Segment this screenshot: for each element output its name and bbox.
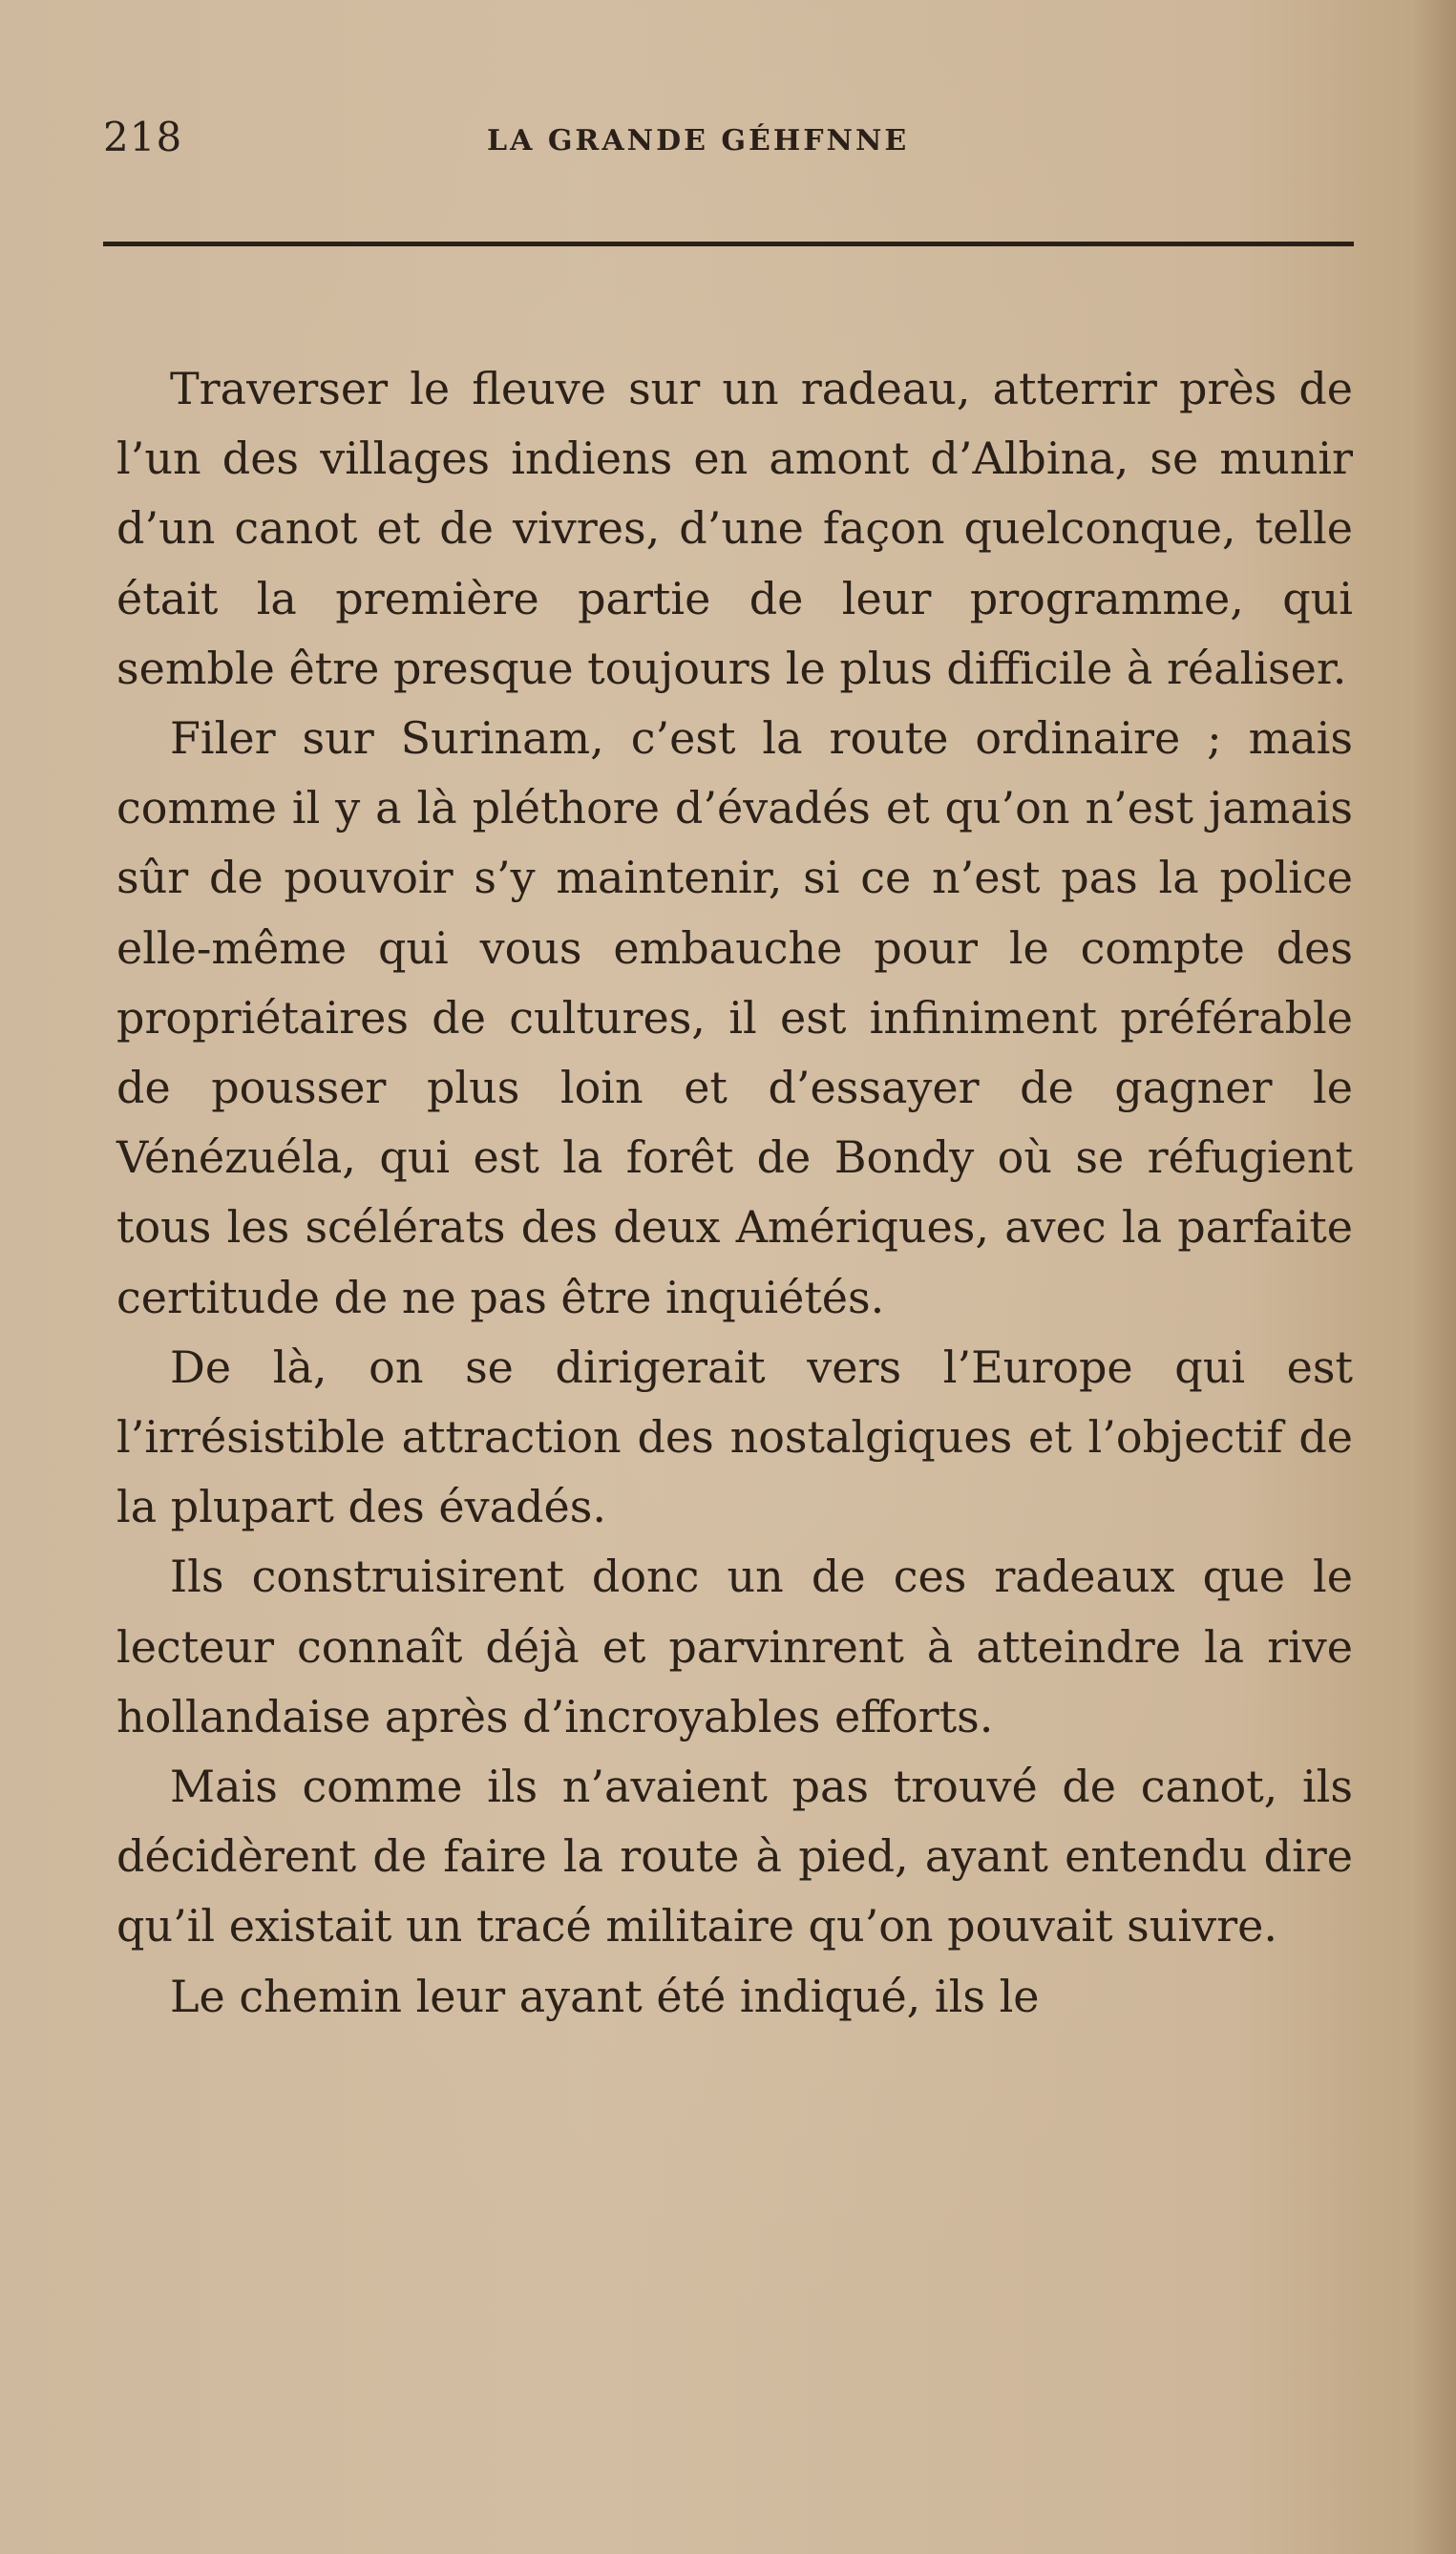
paragraph: De là, on se dirigerait vers l’Europe qui est l’irrésistible attraction des nostalgiques et l’objectif de la plupart des évadés. (116, 1340, 1353, 1533)
header-rule (103, 242, 1354, 246)
paragraph: Ils construisirent donc un de ces radeaux que le lecteur connaît déjà et parvinrent à atteindre la rive hollandaise après d’incroyables efforts. (116, 1551, 1353, 1742)
paragraph: Filer sur Surinam, c’est la route ordinaire ; mais comme il y a là pléthore d’évadés et qu’on n’est jamais sûr de pouvoir s’y maintenir, si ce n’est pas la police elle-même qui vous embauche pour le compte des propriétaires de cultures, il est infiniment préférable de pousser plus loin et d’essayer de gagner le Vénézuéla, qui est la forêt de Bondy où se réfugient tous les scélérats des deux Amériques, avec la parfaite certitude de ne pas être inquiétés. (116, 712, 1353, 1323)
page-number: 218 (103, 114, 183, 160)
paragraph: Traverser le fleuve sur un radeau, atterrir près de l’un des villages indiens en amont d’Albina, se munir d’un canot et de vivres, d’une façon quelconque, telle était la première partie de leur programme, qui semble être presque toujours le plus difficile à réaliser. (116, 363, 1353, 694)
body-text (116, 354, 1353, 2032)
paragraph: Mais comme ils n’avaient pas trouvé de canot, ils décidèrent de faire la route à pied, ayant entendu dire qu’il existait un tracé militaire qu’on pouvait suivre. (116, 1761, 1353, 1952)
paragraph: Le chemin leur ayant été indiqué, ils le (170, 1970, 1040, 2022)
page-header (103, 113, 1354, 170)
running-title: LA GRANDE GÉHFNNE (487, 124, 910, 158)
